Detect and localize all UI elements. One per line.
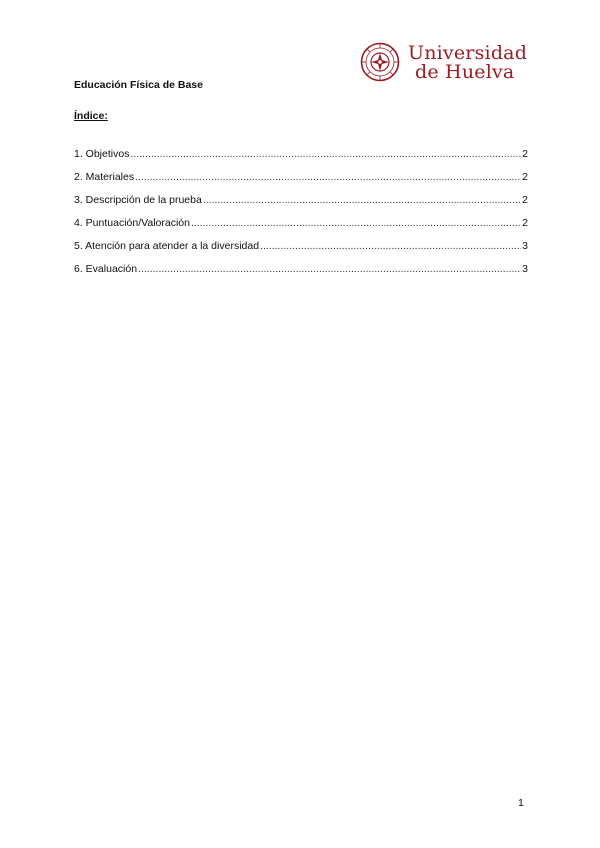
toc-leader-dots [135, 171, 521, 183]
toc-entry-page: 3 [522, 263, 528, 275]
toc-entry[interactable] [74, 194, 528, 217]
toc-leader-dots [260, 240, 521, 252]
toc-leader-dots [130, 148, 521, 160]
toc-entry[interactable] [74, 217, 528, 240]
toc-entry-label: 4. Puntuación/Valoración [74, 217, 190, 229]
page-number: 1 [518, 797, 524, 809]
toc-entry-page: 2 [522, 148, 528, 160]
document-title: Educación Física de Base [74, 79, 203, 91]
toc-entry-label: 6. Evaluación [74, 263, 138, 275]
toc-entry[interactable] [74, 263, 528, 286]
toc-entry[interactable] [74, 148, 528, 171]
logo-text-line1: Universidad [408, 42, 528, 64]
toc-entry-page: 2 [522, 217, 528, 229]
logo-text-line2: de Huelva [415, 61, 515, 83]
toc-leader-dots [138, 263, 521, 275]
toc-entry-page: 3 [522, 240, 528, 252]
toc-leader-dots [191, 217, 521, 229]
toc-entry-page: 2 [522, 194, 528, 206]
toc-entry-page: 2 [522, 171, 528, 183]
toc-entry[interactable] [74, 171, 528, 194]
toc-leader-dots [203, 194, 521, 206]
toc-entry[interactable] [74, 240, 528, 263]
university-logo [360, 42, 528, 86]
toc-entry-label: 3. Descripción de la prueba [74, 194, 202, 206]
index-heading: Índice: [74, 110, 108, 122]
toc-entry-label: 5. Atención para atender a la diversidad [74, 240, 260, 252]
table-of-contents [74, 148, 528, 286]
toc-entry-label: 1. Objetivos [74, 148, 130, 160]
toc-entry-label: 2. Materiales [74, 171, 135, 183]
university-seal-icon [360, 42, 400, 82]
